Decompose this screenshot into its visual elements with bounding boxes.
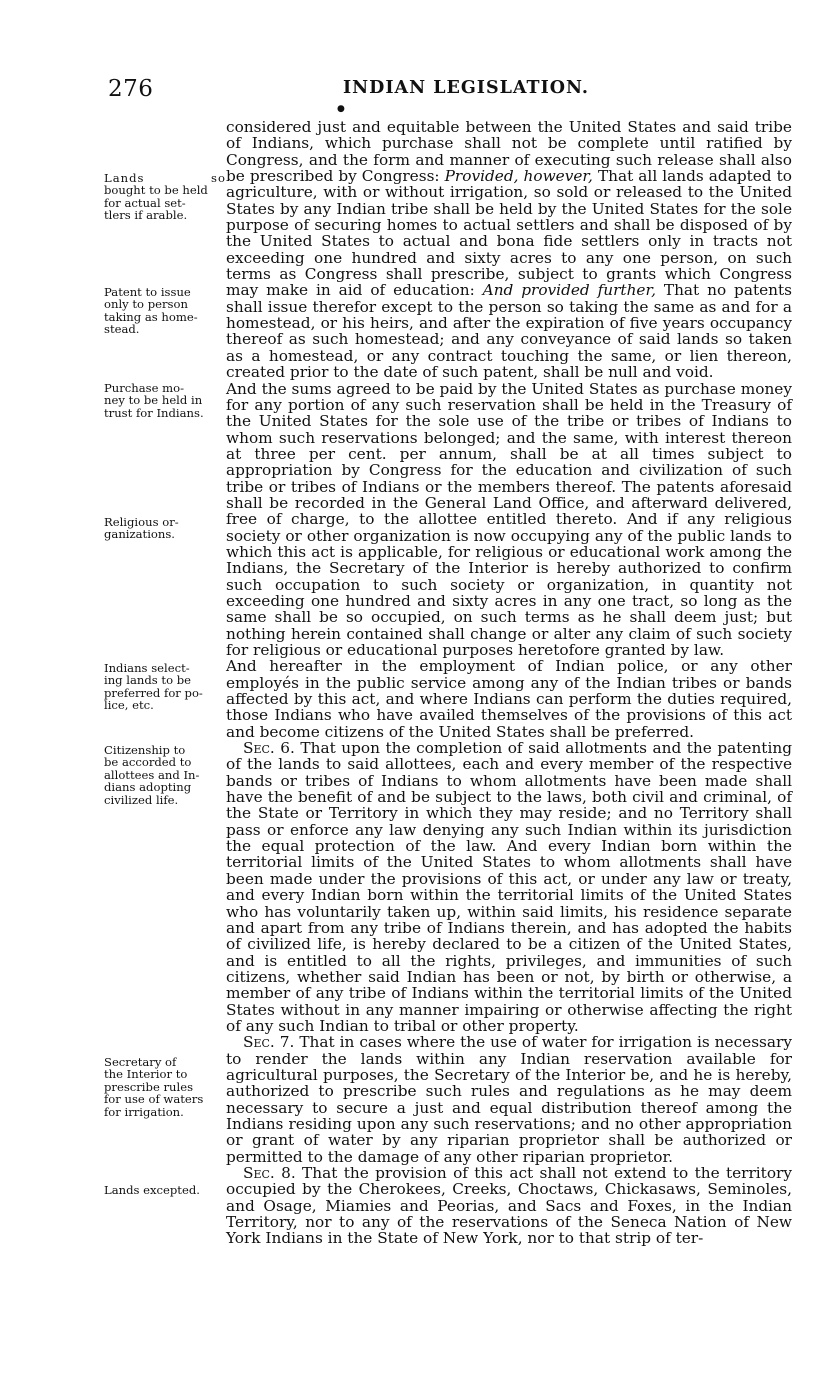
section-label: Sec. 6.	[243, 739, 295, 758]
text-run-italic: Provided, however,	[444, 167, 593, 186]
margin-note-indians-police	[104, 662, 226, 712]
paragraph-purchase-money	[226, 381, 792, 659]
margin-note-line: for use of waters	[104, 1092, 204, 1107]
margin-note-line: ing lands to be	[104, 673, 192, 688]
margin-note-line: Patent to issue	[104, 285, 191, 299]
text-run: That in cases where the use of water for irrigation is necessary to render the lands within any Indian reservation available for agricultural purposes, the Secretary of the Interior be, and he is hereby, authorized to prescribe such rules and regulations as he may deem necessary to secure a just and equal distribution thereof among the Indians residing upon any such reservations; and no other appropriation or grant of water by any riparian proprietor shall be authorized or permitted to the damage of any other riparian proprietor.	[226, 1033, 792, 1166]
section-8	[226, 1165, 792, 1247]
margin-note-line: prescribe rules	[104, 1079, 194, 1094]
margin-note-secretary-irrigation	[104, 1056, 226, 1118]
margin-note-line: tlers if arable.	[104, 208, 188, 223]
margin-note-line: ganizations.	[104, 527, 175, 542]
running-title: INDIAN LEGISLATION.	[343, 78, 589, 98]
margin-note-line: lice, etc.	[104, 698, 154, 713]
margin-note-line: preferred for po-	[104, 685, 203, 700]
section-7	[226, 1034, 792, 1165]
margin-note-line: be accorded to	[104, 755, 192, 770]
margin-note-line: ney to be held in	[104, 393, 203, 408]
margin-note-lands-excepted	[104, 1184, 226, 1196]
margin-note-line: Secretary of	[104, 1055, 177, 1069]
margin-note-line: for irrigation.	[104, 1104, 184, 1119]
text-run: That no patents shall issue therefor except to the person so taking the same as and for a homestead, or his heirs, and after the expiration of five years occupancy thereof as such homestead; and any conveyance of said lands so taken as a homestead, or any contract touching the same, or lien thereon, created prior to the date of such patent, shall be null and void.	[226, 281, 793, 382]
margin-note-line: Lands excepted.	[104, 1183, 200, 1197]
text-run: considered just and equitable between the United States and said tribe of Indians, which purchase shall not be complete until ratified by Congress, and the form and manner of executing such release shall also be prescribed by Congress:	[226, 118, 792, 186]
margin-note-line: Indians select-	[104, 661, 190, 675]
text-run: And the sums agreed to be paid by the United States as purchase money for any portion of any such reservation shall be held in the Treasury of the United States for the sole use of the tribe or tribes of Indians to whom such reservations belonged; and the same, with interest thereon at three per cent. per annum, shall be at all times subject to appropriation by Congress for the education and civilization of such tribe or tribes of Indians or the members thereof. The patents aforesaid shall be recorded in the General Land Office, and afterward delivered, free of charge, to the allottee entitled thereto. And if any religious society or other organization is now occupying any of the public lands to which this act is applicable, for religious or educational work among the Indians, the Secretary of the Interior is hereby authorized to confirm such occupation to such society or organization, in quantity not exceeding one hundred and sixty acres in any one tract, so long as the same shall be so occupied, on such terms as he shall deem just; but nothing herein contained shall change or alter any claim of such society for religious or educational purposes heretofore granted by law.	[226, 379, 792, 659]
margin-note-line: Religious or-	[104, 515, 179, 529]
section-6	[226, 740, 792, 1034]
margin-note-line: the Interior to	[104, 1067, 188, 1082]
paragraph-indian-police	[226, 658, 792, 740]
margin-note-religious	[104, 516, 226, 541]
text-run: And hereafter in the employment of Indian police, or any other employés in the public service among any of the Indian tribes or bands affected by this act, and where Indians can perform the duties required, those Indians who have availed themselves of the provisions of this act and become citizens of the United States shall be preferred.	[226, 657, 792, 741]
margin-note-citizenship	[104, 744, 226, 806]
page-header	[108, 76, 808, 104]
section-label: Sec. 7.	[243, 1033, 295, 1052]
section-label: Sec. 8.	[243, 1164, 296, 1182]
margin-note-line: only to person	[104, 297, 188, 312]
ornament-dot: ●	[337, 104, 345, 114]
margin-note-line: taking as home-	[104, 309, 198, 324]
margin-note-line: Citizenship to	[104, 743, 186, 757]
margin-note-line: stead.	[104, 322, 140, 337]
margin-note-line: Lands so	[104, 171, 226, 185]
margin-note-line: dians adopting	[104, 780, 192, 795]
text-run: That the provision of this act shall not extend to the territory occupied by the Cherokees, Creeks, Choctaws, Chickasaws, Seminoles, and Osage, Miamies and Peorias, and Sacs and Foxes, in the Indian Territory, nor to any of the reservations of the Seneca Nation of New York Indians in the State of New York, nor to that strip of ter-	[226, 1164, 792, 1248]
margin-note-line: allottees and In-	[104, 767, 200, 782]
text-run: That all lands adapted to agriculture, with or without irrigation, so sold or released to the United States by any Indian tribe shall be held by the United States for the sole purpose of securing homes to actual settlers and shall be disposed of by the United States to actual and bona fide settlers only in tracts not exceeding one hundred and sixty acres to any one person, on such terms as Congress shall prescribe, subject to grants which Congress may make in aid of education:	[226, 167, 792, 300]
margin-note-purchase-money	[104, 382, 226, 419]
text-run-italic: And provided further,	[482, 281, 656, 300]
page-number: 276	[108, 76, 154, 102]
main-text	[226, 119, 792, 1247]
margin-note-patent	[104, 286, 226, 336]
margin-note-line: for actual set-	[104, 195, 186, 210]
paragraph-continued	[226, 119, 792, 381]
margin-note-line: bought to be held	[104, 183, 208, 198]
margin-note-line: trust for Indians.	[104, 405, 204, 420]
text-run: That upon the completion of said allotments and the patenting of the lands to said allottees, each and every member of the respective bands or tribes of Indians to whom allotments have been made shall have the benefit of and be subject to the laws, both civil and criminal, of the State or Territory in which they may reside; and no Territory shall pass or enforce any law denying any such Indian within its jurisdiction the equal protection of the law. And every Indian born within the territorial limits of the United States to whom allotments shall have been made under the provisions of this act, or under any law or treaty, and every Indian born within the territorial limits of the United States who has voluntarily taken up, within said limits, his residence separate and apart from any tribe of Indians therein, and has adopted the habits of civilized life, is hereby declared to be a citizen of the United States, and is entitled to all the rights, privileges, and immunities of such citizens, whether said Indian has been or not, by birth or otherwise, a member of any tribe of Indians within the territorial limits of the United States without in any manner impairing or otherwise affecting the right of any such Indian to tribal or other property.	[226, 739, 792, 1035]
margin-note-line: civilized life.	[104, 792, 179, 807]
margin-note-line: Purchase mo-	[104, 381, 185, 395]
margin-note-lands-so-bought	[104, 172, 226, 222]
